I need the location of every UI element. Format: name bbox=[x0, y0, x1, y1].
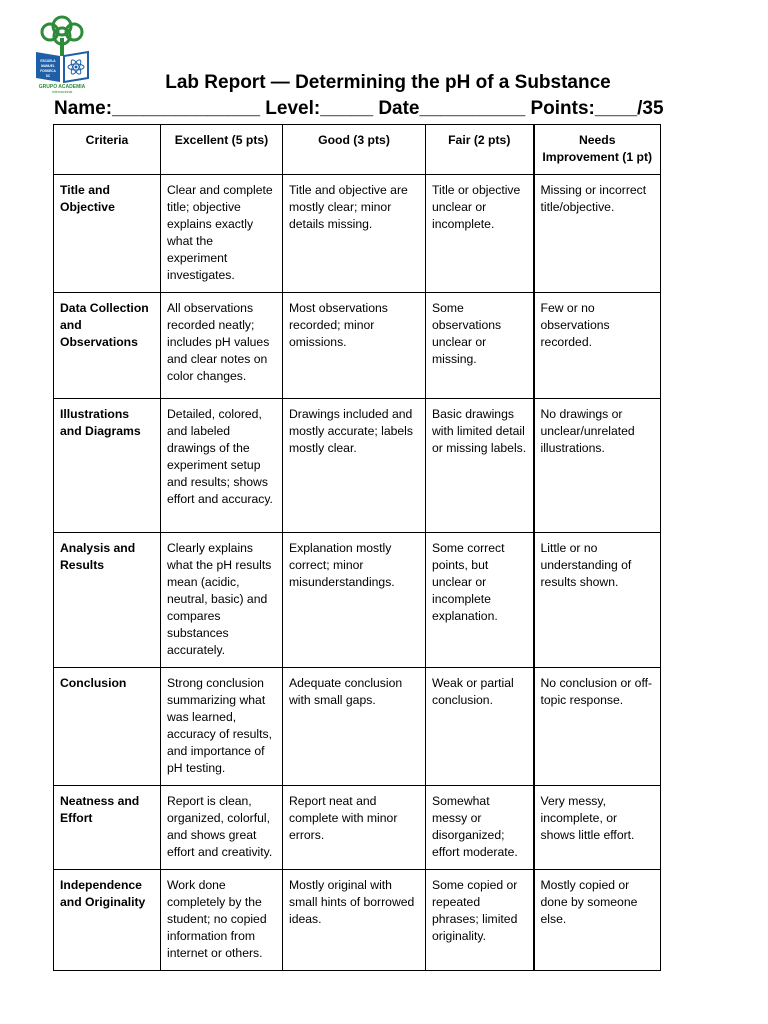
fair-cell: Some observations unclear or missing. bbox=[426, 293, 534, 399]
fair-cell: Somewhat messy or disorganized; effort moderate. bbox=[426, 786, 534, 870]
needs-improvement-cell: Very messy, incomplete, or shows little effort. bbox=[534, 786, 661, 870]
table-row bbox=[54, 786, 661, 870]
table-row bbox=[54, 668, 661, 786]
good-cell: Drawings included and mostly accurate; labels mostly clear. bbox=[283, 399, 426, 533]
table-row bbox=[54, 870, 661, 971]
fair-cell: Some copied or repeated phrases; limited originality. bbox=[426, 870, 534, 971]
column-header-needs-improvement: Needs Improvement (1 pt) bbox=[534, 125, 661, 175]
svg-text:FONSECA: FONSECA bbox=[40, 69, 56, 73]
criteria-cell: Analysis and Results bbox=[54, 533, 161, 668]
excellent-cell: All observations recorded neatly; includes pH values and clear notes on color changes. bbox=[161, 293, 283, 399]
fair-cell: Some correct points, but unclear or incomplete explanation. bbox=[426, 533, 534, 668]
svg-text:GRUPO ACADEMIA: GRUPO ACADEMIA bbox=[38, 84, 86, 90]
table-row bbox=[54, 293, 661, 399]
student-info-line: Name:______________ Level:_____ Date__________ Points:____/35 bbox=[54, 98, 664, 119]
fair-cell: Weak or partial conclusion. bbox=[426, 668, 534, 786]
excellent-cell: Strong conclusion summarizing what was learned, accuracy of results, and importance of pH testing. bbox=[161, 668, 283, 786]
excellent-cell: Clear and complete title; objective explains exactly what the experiment investigates. bbox=[161, 175, 283, 293]
table-header-row bbox=[54, 125, 661, 175]
criteria-cell: Illustrations and Diagrams bbox=[54, 399, 161, 533]
svg-text:SC: SC bbox=[45, 74, 51, 78]
page-title: Lab Report — Determining the pH of a Substance bbox=[165, 72, 611, 93]
table-row bbox=[54, 175, 661, 293]
good-cell: Most observations recorded; minor omissions. bbox=[283, 293, 426, 399]
criteria-cell: Conclusion bbox=[54, 668, 161, 786]
needs-improvement-cell: Little or no understanding of results shown. bbox=[534, 533, 661, 668]
fair-cell: Basic drawings with limited detail or missing labels. bbox=[426, 399, 534, 533]
column-header-fair: Fair (2 pts) bbox=[426, 125, 534, 175]
excellent-cell: Report is clean, organized, colorful, and shows great effort and creativity. bbox=[161, 786, 283, 870]
good-cell: Mostly original with small hints of borrowed ideas. bbox=[283, 870, 426, 971]
needs-improvement-cell: No conclusion or off-topic response. bbox=[534, 668, 661, 786]
excellent-cell: Clearly explains what the pH results mean (acidic, neutral, basic) and compares substances accurately. bbox=[161, 533, 283, 668]
needs-improvement-cell: Missing or incorrect title/objective. bbox=[534, 175, 661, 293]
svg-text:Internacional: Internacional bbox=[51, 90, 73, 94]
good-cell: Explanation mostly correct; minor misunderstandings. bbox=[283, 533, 426, 668]
svg-text:MANUEL: MANUEL bbox=[41, 64, 55, 68]
fair-cell: Title or objective unclear or incomplete. bbox=[426, 175, 534, 293]
good-cell: Title and objective are mostly clear; minor details missing. bbox=[283, 175, 426, 293]
needs-improvement-cell: Mostly copied or done by someone else. bbox=[534, 870, 661, 971]
criteria-cell: Title and Objective bbox=[54, 175, 161, 293]
criteria-cell: Neatness and Effort bbox=[54, 786, 161, 870]
criteria-cell: Independence and Originality bbox=[54, 870, 161, 971]
excellent-cell: Work done completely by the student; no copied information from internet or others. bbox=[161, 870, 283, 971]
excellent-cell: Detailed, colored, and labeled drawings of the experiment setup and results; shows effort and accuracy. bbox=[161, 399, 283, 533]
needs-improvement-cell: No drawings or unclear/unrelated illustrations. bbox=[534, 399, 661, 533]
column-header-good: Good (3 pts) bbox=[283, 125, 426, 175]
column-header-excellent: Excellent (5 pts) bbox=[161, 125, 283, 175]
good-cell: Report neat and complete with minor errors. bbox=[283, 786, 426, 870]
column-header-criteria: Criteria bbox=[54, 125, 161, 175]
rubric-table bbox=[53, 124, 661, 971]
table-row bbox=[54, 399, 661, 533]
svg-text:ESCUELA: ESCUELA bbox=[40, 59, 56, 63]
criteria-cell: Data Collection and Observations bbox=[54, 293, 161, 399]
good-cell: Adequate conclusion with small gaps. bbox=[283, 668, 426, 786]
needs-improvement-cell: Few or no observations recorded. bbox=[534, 293, 661, 399]
table-row bbox=[54, 533, 661, 668]
